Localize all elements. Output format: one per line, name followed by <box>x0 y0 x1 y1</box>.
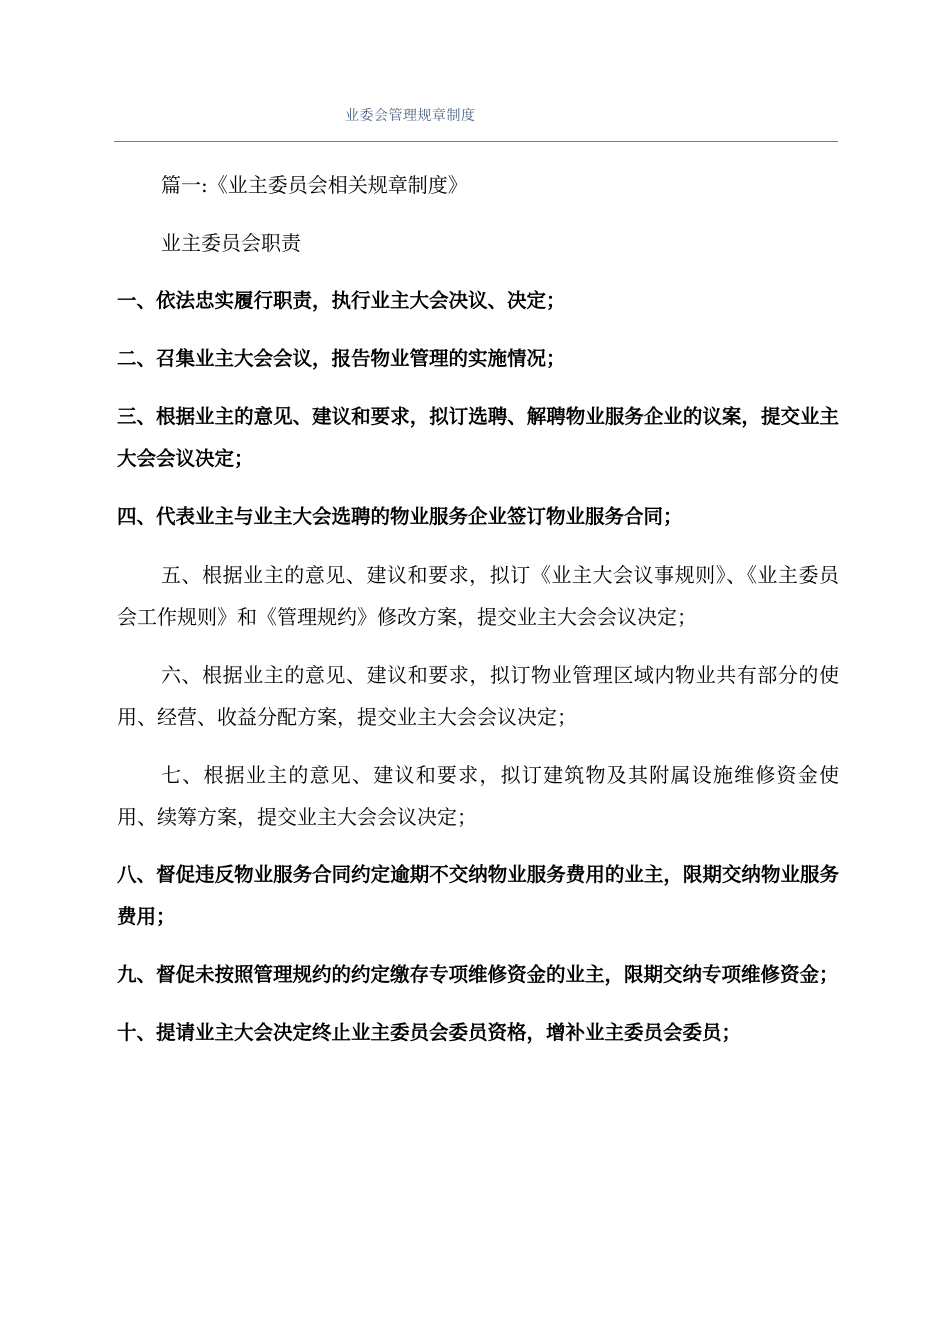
document-body <box>117 164 839 1070</box>
duty-item-6: 六、根据业主的意见、建议和要求，拟订物业管理区域内物业共有部分的使用、经营、收益分配方案，提交业主大会会议决定； <box>117 663 839 729</box>
section-title: 业主委员会职责 <box>161 231 301 255</box>
duty-item-7: 七、根据业主的意见、建议和要求，拟订建筑物及其附属设施维修资金使用、续筹方案，提交业主大会会议决定； <box>117 763 839 829</box>
duty-item-8: 八、督促违反物业服务合同约定逾期不交纳物业服务费用的业主，限期交纳物业服务费用； <box>117 863 839 928</box>
duty-item-2: 二、召集业主大会会议，报告物业管理的实施情况； <box>117 347 566 370</box>
page-header-title: 业委会管理规章制度 <box>345 108 476 124</box>
duty-item-10: 十、提请业主大会决定终止业主委员会委员资格，增补业主委员会委员； <box>117 1021 742 1044</box>
duty-item-4: 四、代表业主与业主大会选聘的物业服务企业签订物业服务合同； <box>117 505 683 528</box>
duty-item-5: 五、根据业主的意见、建议和要求，拟订《业主大会议事规则》、《业主委员会工作规则》和《管理规约》修改方案，提交业主大会会议决定； <box>117 563 839 629</box>
duty-item-1: 一、依法忠实履行职责，执行业主大会决议、决定； <box>117 289 566 312</box>
duty-item-9: 九、督促未按照管理规约的约定缴存专项维修资金的业主，限期交纳专项维修资金； <box>117 963 839 986</box>
document-heading: 篇一:《业主委员会相关规章制度》 <box>161 173 468 197</box>
duty-item-3: 三、根据业主的意见、建议和要求，拟订选聘、解聘物业服务企业的议案，提交业主大会会议决定； <box>117 405 839 470</box>
duty-list <box>117 280 839 1054</box>
header-divider <box>114 141 838 142</box>
